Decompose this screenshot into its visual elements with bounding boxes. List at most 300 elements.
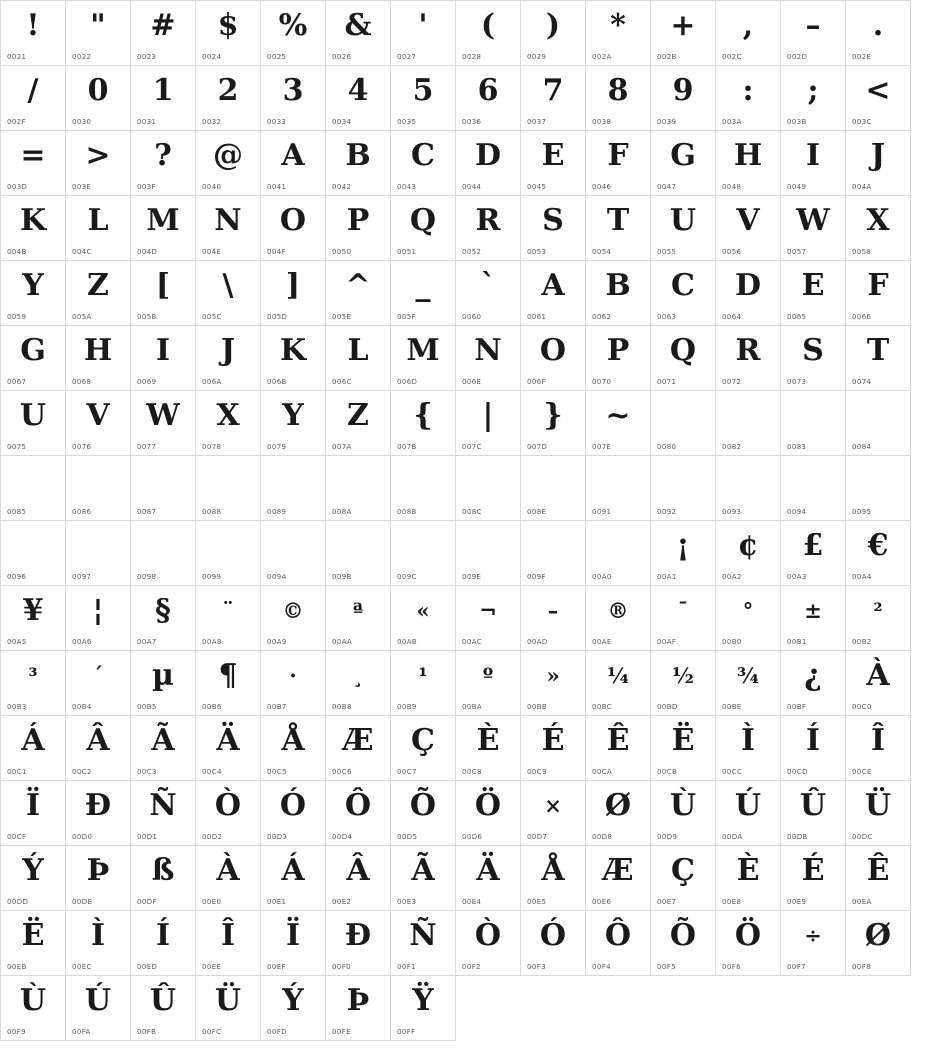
glyph-codepoint: 0083 <box>787 443 807 451</box>
glyph-cell[interactable] <box>66 976 131 1041</box>
glyph-cell[interactable] <box>716 261 781 326</box>
glyph-codepoint: 0027 <box>397 53 417 61</box>
glyph-cell[interactable] <box>521 261 586 326</box>
glyph-character: ( <box>480 8 496 43</box>
glyph-codepoint: 0071 <box>657 378 677 386</box>
glyph-cell[interactable] <box>456 911 521 976</box>
glyph-cell[interactable] <box>131 781 196 846</box>
glyph-cell[interactable] <box>651 1 716 66</box>
glyph-cell[interactable] <box>131 391 196 456</box>
glyph-cell[interactable] <box>716 326 781 391</box>
glyph-cell[interactable] <box>1 196 66 261</box>
glyph-character: Â <box>86 723 110 758</box>
glyph-codepoint: 0055 <box>657 248 677 256</box>
glyph-cell[interactable] <box>716 586 781 651</box>
glyph-cell[interactable] <box>846 781 911 846</box>
glyph-character: F <box>867 268 889 303</box>
glyph-character: } <box>543 398 563 433</box>
glyph-cell[interactable] <box>456 66 521 131</box>
glyph-cell[interactable] <box>1 651 66 716</box>
glyph-cell[interactable] <box>781 261 846 326</box>
glyph-cell[interactable] <box>391 911 456 976</box>
glyph-cell[interactable] <box>651 586 716 651</box>
glyph-codepoint: 0068 <box>72 378 92 386</box>
glyph-cell[interactable] <box>456 651 521 716</box>
glyph-cell[interactable] <box>1 261 66 326</box>
glyph-cell[interactable] <box>66 911 131 976</box>
glyph-character: À <box>866 658 890 693</box>
glyph-cell[interactable] <box>651 326 716 391</box>
glyph-character <box>131 523 195 569</box>
glyph-character: « <box>416 598 430 623</box>
glyph-codepoint: 0048 <box>722 183 742 191</box>
glyph-codepoint: 00D3 <box>267 833 288 841</box>
glyph-cell[interactable] <box>196 586 261 651</box>
glyph-cell[interactable] <box>781 651 846 716</box>
glyph-cell[interactable] <box>66 521 131 586</box>
glyph-cell[interactable] <box>66 326 131 391</box>
glyph-cell[interactable] <box>586 1 651 66</box>
glyph-cell[interactable] <box>66 1 131 66</box>
glyph-cell[interactable] <box>326 911 391 976</box>
glyph-cell[interactable] <box>196 716 261 781</box>
glyph-cell[interactable] <box>456 456 521 521</box>
glyph-codepoint: 0063 <box>657 313 677 321</box>
glyph-codepoint: 00DA <box>722 833 743 841</box>
glyph-cell[interactable] <box>1 131 66 196</box>
glyph-cell[interactable] <box>391 131 456 196</box>
glyph-cell[interactable] <box>131 326 196 391</box>
glyph-cell[interactable] <box>781 66 846 131</box>
glyph-cell[interactable] <box>1 326 66 391</box>
glyph-cell[interactable] <box>391 196 456 261</box>
glyph-codepoint: 0058 <box>852 248 872 256</box>
glyph-character <box>261 523 325 569</box>
glyph-cell[interactable] <box>521 66 586 131</box>
glyph-codepoint: 00F6 <box>722 963 741 971</box>
glyph-cell[interactable] <box>781 781 846 846</box>
glyph-codepoint: 0077 <box>137 443 157 451</box>
glyph-cell[interactable] <box>586 196 651 261</box>
glyph-cell[interactable] <box>66 586 131 651</box>
glyph-cell[interactable] <box>456 261 521 326</box>
glyph-character: Ï <box>285 918 301 953</box>
glyph-codepoint: 00C7 <box>397 768 417 776</box>
glyph-cell[interactable] <box>261 521 326 586</box>
glyph-codepoint: 00E8 <box>722 898 742 906</box>
glyph-cell[interactable] <box>1 586 66 651</box>
glyph-cell[interactable] <box>261 131 326 196</box>
glyph-cell[interactable] <box>131 911 196 976</box>
glyph-cell[interactable] <box>326 456 391 521</box>
glyph-cell[interactable] <box>846 846 911 911</box>
glyph-cell[interactable] <box>456 781 521 846</box>
glyph-cell[interactable] <box>131 131 196 196</box>
glyph-character <box>326 458 390 504</box>
glyph-cell[interactable] <box>196 521 261 586</box>
glyph-codepoint: 002C <box>722 53 742 61</box>
glyph-cell[interactable] <box>586 521 651 586</box>
glyph-character: Ÿ <box>412 983 434 1018</box>
glyph-cell[interactable] <box>326 131 391 196</box>
glyph-cell[interactable] <box>456 391 521 456</box>
glyph-cell[interactable] <box>326 781 391 846</box>
glyph-codepoint: 00B2 <box>852 638 872 646</box>
glyph-codepoint: 0076 <box>72 443 92 451</box>
glyph-cell[interactable] <box>586 66 651 131</box>
glyph-cell[interactable] <box>521 651 586 716</box>
glyph-cell[interactable] <box>196 131 261 196</box>
glyph-character: Ã <box>411 853 435 888</box>
glyph-cell[interactable] <box>456 586 521 651</box>
glyph-cell[interactable] <box>326 261 391 326</box>
glyph-character: ! <box>26 8 40 43</box>
glyph-cell[interactable] <box>1 521 66 586</box>
glyph-character: Ô <box>344 788 372 823</box>
glyph-cell[interactable] <box>66 66 131 131</box>
glyph-cell[interactable] <box>456 716 521 781</box>
glyph-cell[interactable] <box>326 846 391 911</box>
glyph-cell[interactable] <box>651 66 716 131</box>
glyph-cell[interactable] <box>456 131 521 196</box>
glyph-character: Ê <box>866 853 890 888</box>
glyph-cell[interactable] <box>846 456 911 521</box>
glyph-cell[interactable] <box>781 716 846 781</box>
glyph-cell[interactable] <box>586 911 651 976</box>
glyph-cell[interactable] <box>196 66 261 131</box>
glyph-codepoint: 00DC <box>852 833 873 841</box>
glyph-cell[interactable] <box>261 66 326 131</box>
glyph-cell[interactable] <box>521 521 586 586</box>
glyph-character: Ã <box>151 723 175 758</box>
glyph-cell[interactable] <box>326 651 391 716</box>
glyph-cell[interactable] <box>66 196 131 261</box>
glyph-cell[interactable] <box>586 716 651 781</box>
glyph-cell[interactable] <box>651 456 716 521</box>
glyph-cell[interactable] <box>261 976 326 1041</box>
glyph-cell[interactable] <box>781 391 846 456</box>
glyph-codepoint: 0095 <box>852 508 872 516</box>
glyph-cell[interactable] <box>326 391 391 456</box>
glyph-character: > <box>85 138 111 173</box>
glyph-cell[interactable] <box>326 976 391 1041</box>
glyph-cell[interactable] <box>521 911 586 976</box>
glyph-cell[interactable] <box>261 261 326 326</box>
glyph-cell[interactable] <box>261 1 326 66</box>
glyph-codepoint: 00C8 <box>462 768 482 776</box>
glyph-codepoint: 00F7 <box>787 963 806 971</box>
glyph-cell[interactable] <box>521 456 586 521</box>
glyph-cell[interactable] <box>521 326 586 391</box>
glyph-cell[interactable] <box>196 846 261 911</box>
glyph-cell[interactable] <box>846 911 911 976</box>
glyph-cell[interactable] <box>326 196 391 261</box>
glyph-cell[interactable] <box>781 131 846 196</box>
glyph-character: € <box>867 528 889 563</box>
glyph-codepoint: 0045 <box>527 183 547 191</box>
glyph-codepoint: 003C <box>852 118 872 126</box>
glyph-cell[interactable] <box>261 456 326 521</box>
glyph-cell[interactable] <box>716 911 781 976</box>
glyph-cell[interactable] <box>846 131 911 196</box>
glyph-cell[interactable] <box>651 716 716 781</box>
glyph-cell[interactable] <box>391 716 456 781</box>
glyph-cell[interactable] <box>391 651 456 716</box>
glyph-cell[interactable] <box>391 456 456 521</box>
glyph-cell[interactable] <box>66 781 131 846</box>
glyph-cell[interactable] <box>846 521 911 586</box>
glyph-cell[interactable] <box>1 391 66 456</box>
glyph-cell[interactable] <box>196 911 261 976</box>
glyph-character: ¶ <box>218 658 238 693</box>
glyph-cell[interactable] <box>846 651 911 716</box>
glyph-cell[interactable] <box>521 391 586 456</box>
glyph-cell[interactable] <box>716 716 781 781</box>
glyph-cell[interactable] <box>651 391 716 456</box>
glyph-cell[interactable] <box>391 846 456 911</box>
glyph-cell[interactable] <box>196 326 261 391</box>
glyph-cell[interactable] <box>326 66 391 131</box>
glyph-cell[interactable] <box>391 66 456 131</box>
glyph-cell[interactable] <box>716 781 781 846</box>
glyph-cell[interactable] <box>456 326 521 391</box>
glyph-cell[interactable] <box>131 976 196 1041</box>
glyph-cell[interactable] <box>66 716 131 781</box>
glyph-character <box>1 458 65 504</box>
glyph-cell[interactable] <box>456 521 521 586</box>
glyph-cell[interactable] <box>1 781 66 846</box>
glyph-cell[interactable] <box>326 586 391 651</box>
glyph-cell[interactable] <box>586 781 651 846</box>
glyph-character: Ñ <box>409 918 437 953</box>
glyph-character: Æ <box>342 723 374 758</box>
glyph-cell[interactable] <box>261 391 326 456</box>
glyph-cell[interactable] <box>521 1 586 66</box>
glyph-cell[interactable] <box>716 391 781 456</box>
glyph-codepoint: 0069 <box>137 378 157 386</box>
glyph-cell[interactable] <box>651 781 716 846</box>
glyph-cell[interactable] <box>846 391 911 456</box>
glyph-cell[interactable] <box>846 196 911 261</box>
glyph-cell[interactable] <box>391 326 456 391</box>
glyph-character: ± <box>804 598 822 623</box>
glyph-cell[interactable] <box>586 846 651 911</box>
glyph-cell[interactable] <box>586 326 651 391</box>
glyph-cell[interactable] <box>781 326 846 391</box>
glyph-cell[interactable] <box>456 1 521 66</box>
glyph-character: ; <box>807 73 819 108</box>
glyph-cell[interactable] <box>66 391 131 456</box>
glyph-cell[interactable] <box>391 781 456 846</box>
glyph-character: V <box>736 203 760 238</box>
glyph-cell[interactable] <box>196 196 261 261</box>
glyph-cell[interactable] <box>586 651 651 716</box>
glyph-cell[interactable] <box>391 586 456 651</box>
glyph-cell[interactable] <box>846 66 911 131</box>
glyph-cell[interactable] <box>391 261 456 326</box>
glyph-codepoint: 003E <box>72 183 92 191</box>
glyph-character: _ <box>415 268 431 303</box>
glyph-codepoint: 00C5 <box>267 768 287 776</box>
glyph-character: ¡ <box>676 528 690 563</box>
glyph-cell[interactable] <box>391 521 456 586</box>
glyph-cell[interactable] <box>131 196 196 261</box>
glyph-cell[interactable] <box>261 651 326 716</box>
glyph-cell[interactable] <box>66 456 131 521</box>
glyph-codepoint: 00B8 <box>332 703 352 711</box>
glyph-character: G <box>20 333 46 368</box>
glyph-cell[interactable] <box>131 261 196 326</box>
glyph-cell[interactable] <box>716 1 781 66</box>
glyph-codepoint: 0024 <box>202 53 222 61</box>
glyph-cell[interactable] <box>196 1 261 66</box>
glyph-cell[interactable] <box>1 456 66 521</box>
glyph-cell[interactable] <box>521 846 586 911</box>
glyph-cell[interactable] <box>66 261 131 326</box>
glyph-cell[interactable] <box>326 1 391 66</box>
glyph-cell[interactable] <box>131 521 196 586</box>
glyph-character: " <box>90 8 106 43</box>
glyph-codepoint: 0061 <box>527 313 547 321</box>
glyph-cell[interactable] <box>131 586 196 651</box>
glyph-cell[interactable] <box>651 846 716 911</box>
glyph-cell[interactable] <box>521 716 586 781</box>
glyph-cell[interactable] <box>846 1 911 66</box>
glyph-character: µ <box>152 658 174 693</box>
glyph-codepoint: 00AF <box>657 638 677 646</box>
glyph-cell[interactable] <box>586 456 651 521</box>
glyph-codepoint: 00D9 <box>657 833 678 841</box>
glyph-cell[interactable] <box>261 586 326 651</box>
glyph-cell[interactable] <box>261 326 326 391</box>
glyph-cell[interactable] <box>196 261 261 326</box>
glyph-cell[interactable] <box>196 651 261 716</box>
glyph-cell[interactable] <box>846 586 911 651</box>
glyph-cell[interactable] <box>326 326 391 391</box>
glyph-cell[interactable] <box>586 391 651 456</box>
glyph-cell[interactable] <box>391 976 456 1041</box>
glyph-cell[interactable] <box>781 911 846 976</box>
glyph-cell[interactable] <box>261 716 326 781</box>
glyph-character: Ò <box>214 788 242 823</box>
glyph-cell[interactable] <box>586 586 651 651</box>
glyph-codepoint: 00B4 <box>72 703 92 711</box>
glyph-cell[interactable] <box>261 846 326 911</box>
glyph-cell[interactable] <box>651 131 716 196</box>
glyph-codepoint: 00A1 <box>657 573 677 581</box>
glyph-cell[interactable] <box>781 521 846 586</box>
glyph-cell[interactable] <box>521 781 586 846</box>
glyph-cell[interactable] <box>716 651 781 716</box>
glyph-cell[interactable] <box>131 66 196 131</box>
glyph-cell[interactable] <box>1 1 66 66</box>
glyph-character: ¨ <box>222 598 234 623</box>
glyph-cell[interactable] <box>586 261 651 326</box>
glyph-cell[interactable] <box>781 1 846 66</box>
glyph-cell[interactable] <box>716 521 781 586</box>
glyph-cell[interactable] <box>1 66 66 131</box>
glyph-cell[interactable] <box>391 1 456 66</box>
glyph-cell[interactable] <box>131 716 196 781</box>
glyph-cell[interactable] <box>196 391 261 456</box>
glyph-cell[interactable] <box>326 716 391 781</box>
glyph-codepoint: 00CD <box>787 768 808 776</box>
glyph-cell[interactable] <box>326 521 391 586</box>
glyph-cell[interactable] <box>846 716 911 781</box>
glyph-character: 7 <box>542 73 564 108</box>
glyph-cell[interactable] <box>781 196 846 261</box>
glyph-codepoint: 0038 <box>592 118 612 126</box>
glyph-cell[interactable] <box>651 196 716 261</box>
glyph-cell[interactable] <box>586 131 651 196</box>
glyph-cell[interactable] <box>521 586 586 651</box>
glyph-cell[interactable] <box>261 196 326 261</box>
glyph-cell[interactable] <box>456 196 521 261</box>
glyph-character: Þ <box>346 983 370 1018</box>
glyph-cell[interactable] <box>131 456 196 521</box>
glyph-character: È <box>476 723 500 758</box>
glyph-cell[interactable] <box>846 261 911 326</box>
glyph-cell[interactable] <box>781 456 846 521</box>
glyph-cell[interactable] <box>131 846 196 911</box>
glyph-cell[interactable] <box>846 326 911 391</box>
glyph-cell[interactable] <box>716 456 781 521</box>
glyph-cell[interactable] <box>196 976 261 1041</box>
glyph-codepoint: 00E0 <box>202 898 222 906</box>
glyph-character: Z <box>87 268 109 303</box>
glyph-cell[interactable] <box>781 586 846 651</box>
glyph-character: Ø <box>864 918 892 953</box>
glyph-cell[interactable] <box>651 651 716 716</box>
glyph-codepoint: 00A7 <box>137 638 157 646</box>
glyph-cell[interactable] <box>261 911 326 976</box>
glyph-character: Ð <box>84 788 112 823</box>
glyph-cell[interactable] <box>651 261 716 326</box>
glyph-character: 5 <box>412 73 434 108</box>
glyph-cell[interactable] <box>1 911 66 976</box>
glyph-codepoint: 0082 <box>722 443 742 451</box>
glyph-cell[interactable] <box>456 846 521 911</box>
glyph-cell[interactable] <box>716 66 781 131</box>
glyph-cell[interactable] <box>131 1 196 66</box>
glyph-cell[interactable] <box>131 651 196 716</box>
glyph-cell[interactable] <box>196 456 261 521</box>
glyph-character <box>196 458 260 504</box>
glyph-cell[interactable] <box>1 976 66 1041</box>
glyph-cell[interactable] <box>716 131 781 196</box>
glyph-cell[interactable] <box>66 131 131 196</box>
glyph-character: I <box>805 138 821 173</box>
glyph-cell[interactable] <box>391 391 456 456</box>
glyph-cell[interactable] <box>521 131 586 196</box>
glyph-cell[interactable] <box>521 196 586 261</box>
glyph-cell[interactable] <box>1 716 66 781</box>
glyph-character: Þ <box>86 853 110 888</box>
glyph-codepoint: 0036 <box>462 118 482 126</box>
glyph-cell[interactable] <box>196 781 261 846</box>
glyph-cell[interactable] <box>66 846 131 911</box>
glyph-codepoint: 0031 <box>137 118 157 126</box>
glyph-cell[interactable] <box>716 846 781 911</box>
glyph-cell[interactable] <box>1 846 66 911</box>
glyph-cell[interactable] <box>66 651 131 716</box>
glyph-character: V <box>86 398 110 433</box>
glyph-cell[interactable] <box>651 911 716 976</box>
glyph-cell[interactable] <box>261 781 326 846</box>
glyph-cell[interactable] <box>716 196 781 261</box>
glyph-cell[interactable] <box>651 521 716 586</box>
glyph-cell[interactable] <box>781 846 846 911</box>
